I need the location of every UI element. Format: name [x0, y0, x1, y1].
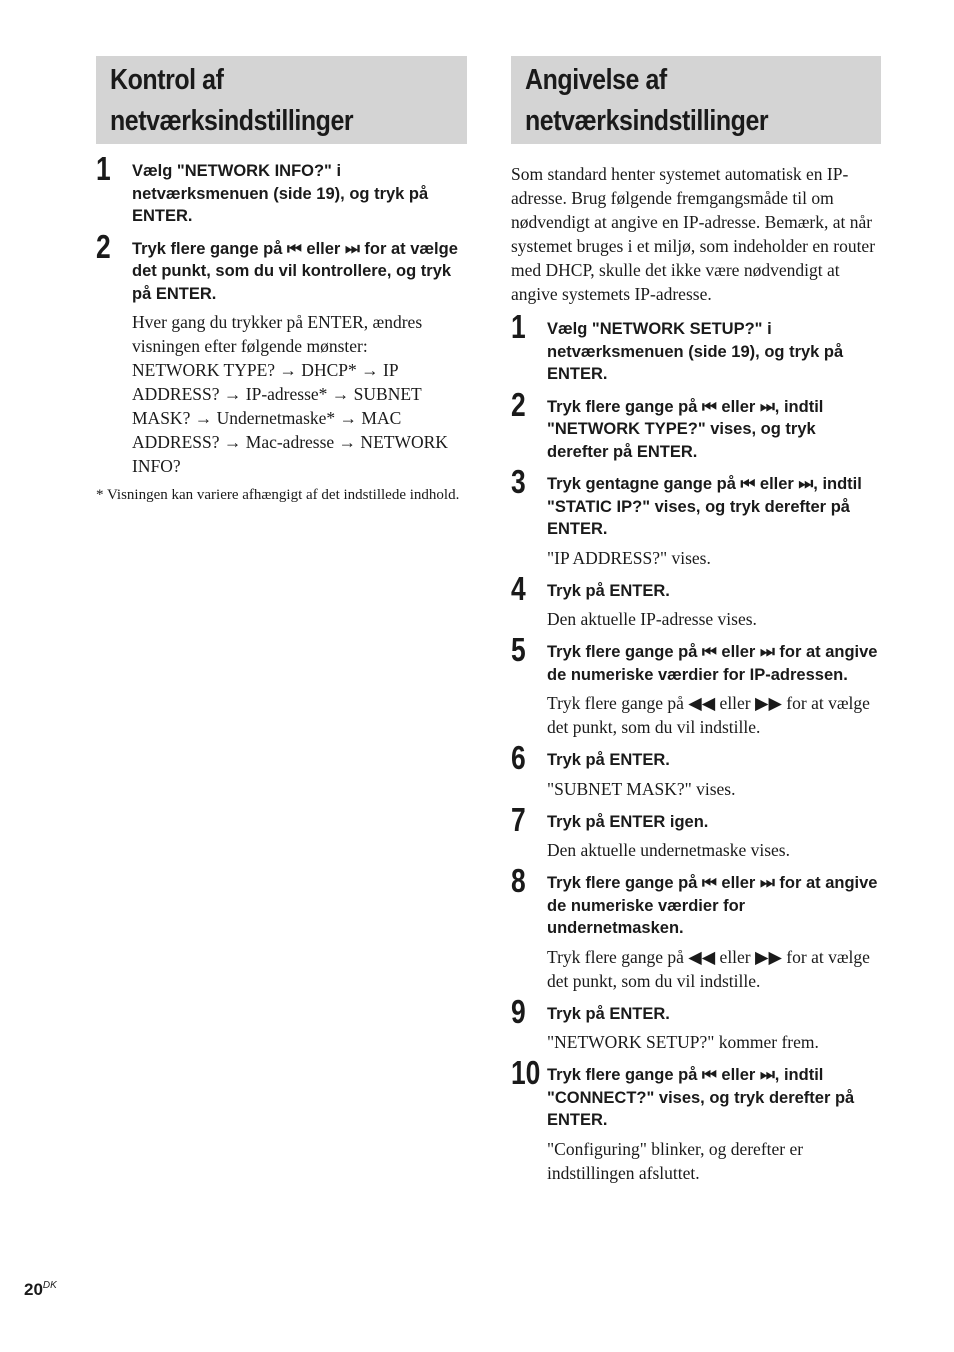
step-text: Tryk flere gange på ⏮ eller ⏭ for at vælge det punkt, som du vil kontrollere, og tryk på ENTER. [132, 239, 458, 303]
step-number: 5 [511, 631, 526, 668]
step-number: 10 [511, 1054, 541, 1091]
right-step-2 [511, 385, 881, 464]
step-text: Tryk på ENTER igen. [547, 812, 709, 831]
page-number: $20^{DK}$ [24, 1280, 57, 1299]
step-description: Hver gang du trykker på ENTER, ændres visningen efter følgende mønster: [132, 312, 423, 356]
right-step-4 [511, 569, 881, 632]
right-step-5 [511, 631, 881, 739]
right-column [511, 56, 881, 1185]
step-text: Tryk flere gange på ⏮ eller ⏭ for at angive de numeriske værdier for IP-adressen. [547, 643, 878, 684]
step-text: Tryk på ENTER. [547, 1004, 670, 1023]
intro-paragraph: Som standard henter systemet automatisk en IP-adresse. Brug følgende fremgangsmåde til om nødvendigt at angive en IP-adresse. Bemærk, at når systemet bruges i et miljø, som indeholder en router med DHCP, skulle det ikke være nødvendigt at angive systemets IP-adresse. [511, 164, 876, 304]
step-number: 8 [511, 862, 526, 899]
step-number: 9 [511, 992, 526, 1030]
right-step-9 [511, 992, 881, 1055]
step-description: Tryk flere gange på ◀◀ eller ▶▶ for at vælge det punkt, som du vil indstille. [547, 946, 870, 991]
right-step-3 [511, 463, 881, 570]
left-column [96, 56, 467, 506]
language-code: DK [42, 1280, 57, 1291]
step-text: Vælg "NETWORK SETUP?" i netværksmenuen (side 19), og tryk på ENTER. [547, 320, 844, 383]
footnote: * Visningen kan variere afhængigt af det indstillede indhold. [96, 487, 460, 503]
step-text: Vælg "NETWORK INFO?" i netværksmenuen (side 19), og tryk på ENTER. [132, 162, 429, 225]
left-step-2 [96, 227, 467, 479]
right-heading: Angivelse af netværksindstillinger [511, 56, 881, 144]
step-text: Tryk gentagne gange på ⏮ eller ⏭, indtil "STATIC IP?" vises, og tryk derefter på ENTER. [547, 475, 862, 538]
step-text: Tryk flere gange på ⏮ eller ⏭ for at angive de numeriske værdier for undernetmasken. [547, 874, 878, 937]
right-step-10 [511, 1054, 881, 1185]
step-number: 2 [96, 227, 111, 265]
step-description: "IP ADDRESS?" vises. [547, 547, 711, 568]
step-number: 1 [96, 150, 111, 187]
step-description: "NETWORK SETUP?" kommer frem. [547, 1032, 819, 1052]
step-text: Tryk flere gange på ⏮ eller ⏭, indtil "NETWORK TYPE?" vises, og tryk derefter på ENTER. [547, 397, 824, 461]
step-number: 4 [511, 569, 526, 607]
right-step-8 [511, 862, 881, 993]
step-description: Den aktuelle undernetmaske vises. [547, 840, 790, 860]
step-number: 7 [511, 800, 526, 838]
step-text: Tryk flere gange på ⏮ eller ⏭, indtil "CONNECT?" vises, og tryk derefter på ENTER. [547, 1066, 855, 1129]
step-number: 1 [511, 308, 526, 345]
step-sequence: NETWORK TYPE? → DHCP* → IP ADDRESS? → IP-adresse* → SUBNET MASK? → Undernetmaske* → MAC ADDRESS? → Mac-adresse → NETWORK INFO? [132, 360, 448, 476]
step-number: 6 [511, 739, 526, 776]
step-description: "Configuring" blinker, og derefter er indstillingen afsluttet. [547, 1138, 804, 1183]
left-heading: Kontrol af netværksindstillinger [96, 56, 467, 144]
right-step-6 [511, 739, 881, 801]
step-description: "SUBNET MASK?" vises. [547, 778, 736, 799]
step-description: Den aktuelle IP-adresse vises. [547, 609, 757, 629]
right-step-7 [511, 800, 881, 863]
step-number: 3 [511, 463, 526, 500]
step-text: Tryk på ENTER. [547, 751, 670, 769]
step-text: Tryk på ENTER. [547, 581, 670, 600]
left-step-1 [96, 150, 467, 228]
step-number: 2 [511, 385, 526, 423]
right-step-1 [511, 308, 881, 386]
step-description: Tryk flere gange på ◀◀ eller ▶▶ for at vælge det punkt, som du vil indstille. [547, 693, 870, 737]
